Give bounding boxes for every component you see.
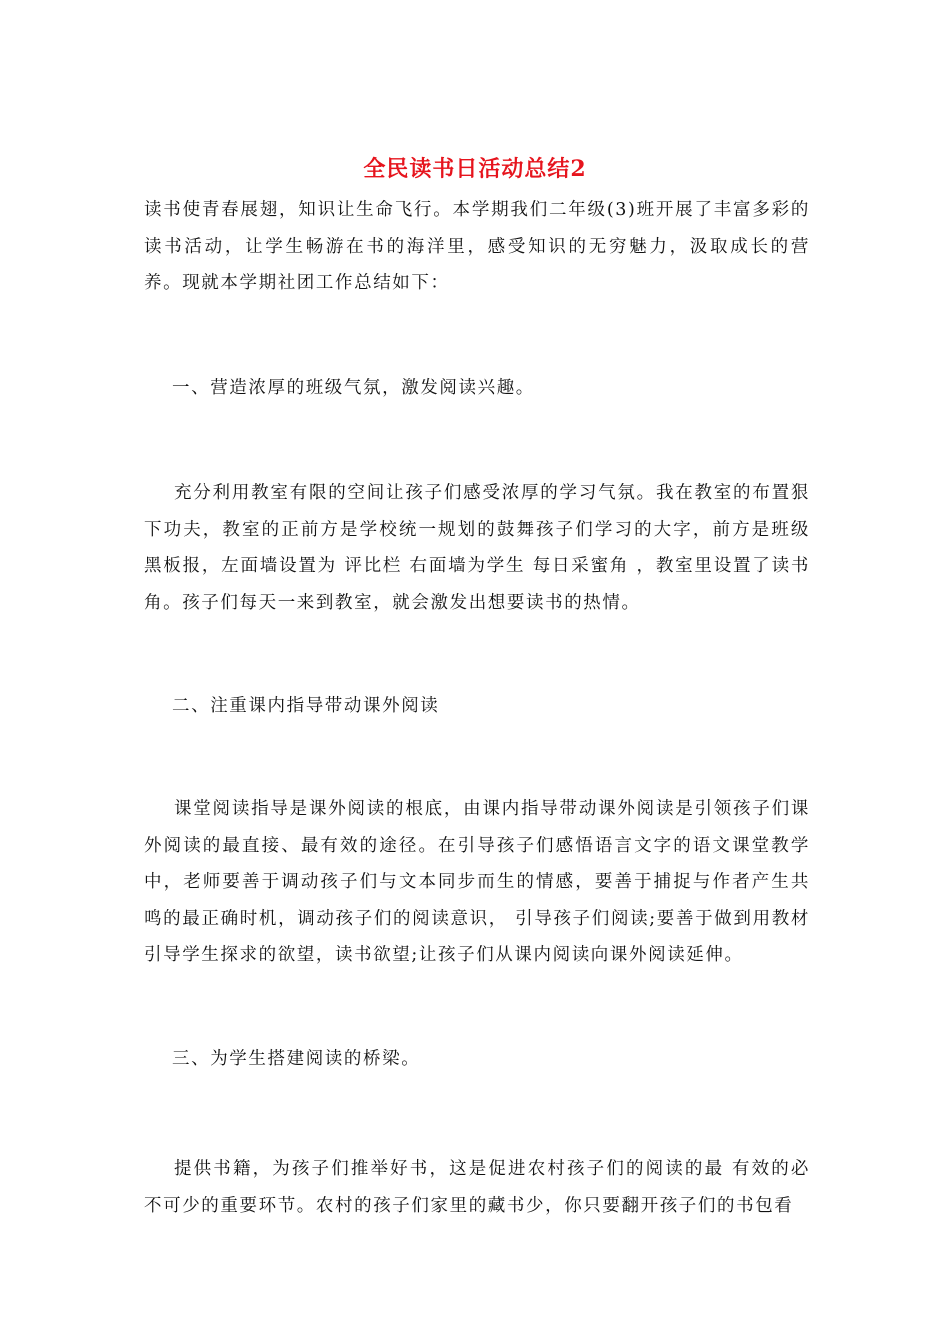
section-2-paragraph: 课堂阅读指导是课外阅读的根底，由课内指导带动课外阅读是引领孩子们课外阅读的最直接、最有效的途径。在引导孩子们感悟语言文字的语文课堂教学中，老师要善于调动孩子们与文本同步而生的情感，要善于捕捉与作者产生共鸣的最正确时机，调动孩子们的阅读意识， 引导孩子们阅读;要善于做到用教材引导学生探求的欲望，读书欲望;让孩子们从课内阅读向课外阅读延伸。 [144, 799, 810, 965]
section-3-paragraph: 提供书籍，为孩子们推举好书，这是促进农村孩子们的阅读的最 有效的必不可少的重要环节。农村的孩子们家里的藏书少，你只要翻开孩子们的书包看 [144, 1159, 810, 1216]
section-2-heading: 二、注重课内指导带动课外阅读 [172, 696, 440, 716]
intro-paragraph: 读书使青春展翅，知识让生命飞行。本学期我们二年级(3)班开展了丰富多彩的读书活动，让学生畅游在书的海洋里，感受知识的无穷魅力，汲取成长的营养。现就本学期社团工作总结如下： [144, 200, 810, 293]
section-3-heading: 三、为学生搭建阅读的桥梁。 [172, 1049, 421, 1069]
section-1-heading: 一、营造浓厚的班级气氛，激发阅读兴趣。 [172, 378, 535, 398]
section-1-paragraph: 充分利用教室有限的空间让孩子们感受浓厚的学习气氛。我在教室的布置狠下功夫，教室的正前方是学校统一规划的鼓舞孩子们学习的大字，前方是班级黑板报，左面墙设置为 评比栏 右面墙为学生 每日采蜜角 ，教室里设置了读书角。孩子们每天一来到教室，就会激发出想要读书的热情。 [144, 483, 810, 613]
document-title: 全民读书日活动总结2 [363, 156, 587, 182]
